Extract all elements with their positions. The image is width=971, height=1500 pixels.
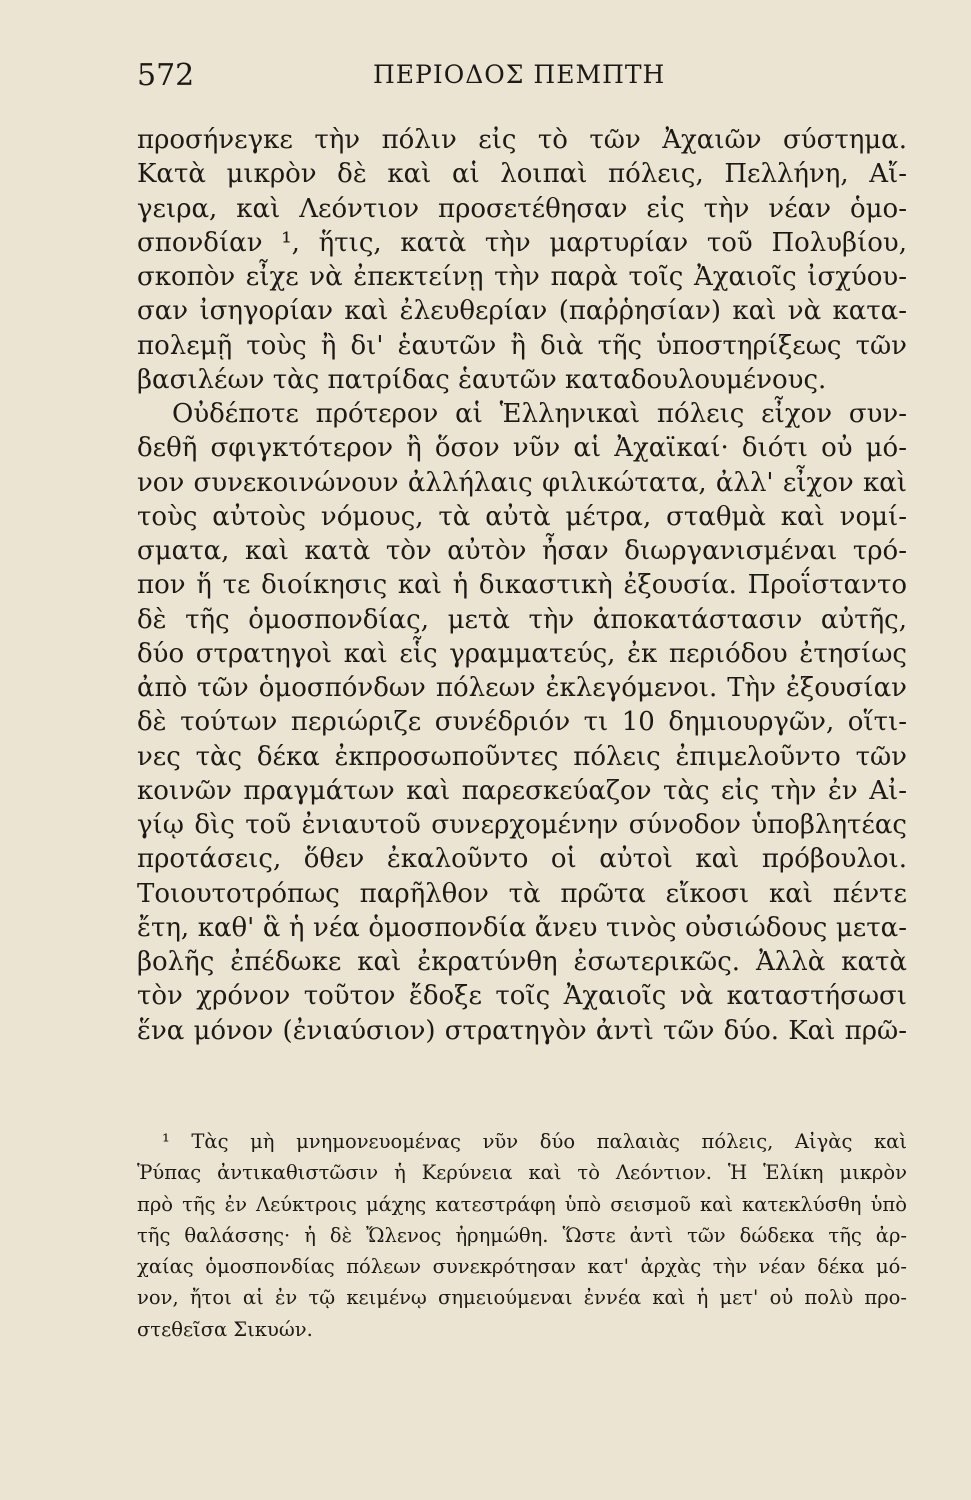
- text-line: σματα, καὶ κατὰ τὸν αὐτὸν ἦσαν διωργανισμέναι τρό-: [137, 536, 907, 566]
- text-line: προσήνεγκε τὴν πόλιν εἰς τὸ τῶν Ἀχαιῶν σύστημα.: [137, 125, 907, 155]
- footnote-line: ¹ Τὰς μὴ μνημονευομένας νῦν δύο παλαιὰς πόλεις, Αἰγὰς καὶ: [162, 1130, 907, 1153]
- text-line: δὲ τούτων περιώριζε συνέδριόν τι 10 δημιουργῶν, οἵτι-: [137, 707, 907, 738]
- text-line: σπονδίαν ¹, ἥτις, κατὰ τὴν μαρτυρίαν τοῦ Πολυβίου,: [137, 227, 907, 258]
- text-line: πον ἥ τε διοίκησις καὶ ἡ δικαστικὴ ἐξουσία. Προΐσταντο: [137, 570, 907, 601]
- text-line: νον συνεκοινώνουν ἀλλήλαις φιλικώτατα, ἀλλ' εἶχον καὶ: [137, 467, 907, 498]
- text-line: δεθῆ σφιγκτότερον ἢ ὅσον νῦν αἱ Ἀχαϊκαί· διότι οὐ μό-: [137, 433, 907, 464]
- text-line: κοινῶν πραγμάτων καὶ παρεσκεύαζον τὰς εἰς τὴν ἐν Αἰ-: [137, 775, 907, 806]
- text-line: βολῆς ἐπέδωκε καὶ ἐκρατύνθη ἐσωτερικῶς. Ἀλλὰ κατὰ: [137, 947, 907, 977]
- text-line: γειρα, καὶ Λεόντιον προσετέθησαν εἰς τὴν νέαν ὁμο-: [137, 193, 907, 224]
- text-line: Κατὰ μικρὸν δὲ καὶ αἱ λοιπαὶ πόλεις, Πελλήνη, Αἴ-: [137, 159, 907, 190]
- text-line: Τοιουτοτρόπως παρῆλθον τὰ πρῶτα εἴκοσι καὶ πέντε: [137, 878, 907, 909]
- page-header: [137, 58, 907, 98]
- text-line: ἔτη, καθ' ἃ ἡ νέα ὁμοσπονδία ἄνευ τινὸς οὐσιώδους μετα-: [137, 912, 907, 943]
- running-head: ΠΕΡΙΟΔΟΣ ΠΕΜΠΤΗ: [373, 60, 666, 89]
- text-line: προτάσεις, ὅθεν ἐκαλοῦντο οἱ αὐτοὶ καὶ πρόβουλοι.: [137, 844, 907, 875]
- footnote-line: νον, ἤτοι αἱ ἐν τῷ κειμένῳ σημειούμεναι ἐννέα καὶ ἡ μετ' οὐ πολὺ προ-: [137, 1286, 907, 1310]
- text-line: νες τὰς δέκα ἐκπροσωποῦντες πόλεις ἐπιμελοῦντο τῶν: [137, 741, 907, 772]
- text-line: τοὺς αὐτοὺς νόμους, τὰ αὐτὰ μέτρα, σταθμὰ καὶ νομί-: [137, 501, 907, 532]
- footnotes: [137, 1126, 907, 1345]
- text-line: δύο στρατηγοὶ καὶ εἷς γραμματεύς, ἐκ περιόδου ἐτησίως: [137, 638, 907, 669]
- text-line: δὲ τῆς ὁμοσπονδίας, μετὰ τὴν ἀποκατάστασιν αὐτῆς,: [137, 604, 907, 635]
- text-line: τὸν χρόνον τοῦτον ἔδοξε τοῖς Ἀχαιοῖς νὰ καταστήσωσι: [137, 981, 907, 1012]
- text-line: σαν ἰσηγορίαν καὶ ἐλευθερίαν (παῤῥησίαν) καὶ νὰ κατα-: [137, 296, 907, 327]
- text-line: ἕνα μόνον (ἐνιαύσιον) στρατηγὸν ἀντὶ τῶν δύο. Καὶ πρῶ-: [137, 1015, 907, 1046]
- footnote-line: πρὸ τῆς ἐν Λεύκτροις μάχης κατεστράφη ὑπὸ σεισμοῦ καὶ κατεκλύσθη ὑπὸ: [137, 1192, 907, 1216]
- footnote-line: Ῥύπας ἀντικαθιστῶσιν ἡ Κερύνεια καὶ τὸ Λεόντιον. Ἡ Ἑλίκη μικρὸν: [137, 1161, 907, 1185]
- text-line: ἀπὸ τῶν ὁμοσπόνδων πόλεων ἐκλεγόμενοι. Τὴν ἐξουσίαν: [137, 673, 907, 703]
- footnote-line: τῆς θαλάσσης· ἡ δὲ Ὤλενος ἠρημώθη. Ὥστε ἀντὶ τῶν δώδεκα τῆς ἀρ-: [137, 1223, 907, 1247]
- text-line: γίῳ δὶς τοῦ ἐνιαυτοῦ συνερχομένην σύνοδον ὑποβλητέας: [137, 810, 907, 840]
- footnote-line: χαίας ὁμοσπονδίας πόλεων συνεκρότησαν κατ' ἀρχὰς τὴν νέαν δέκα μό-: [137, 1255, 907, 1279]
- text-line: Οὐδέποτε πρότερον αἱ Ἑλληνικαὶ πόλεις εἶχον συν-: [172, 399, 907, 429]
- main-text: [137, 123, 907, 1048]
- page-number: 572: [137, 58, 195, 93]
- footnote-line: στεθεῖσα Σικυών.: [137, 1317, 313, 1341]
- text-line: σκοπὸν εἶχε νὰ ἐπεκτείνῃ τὴν παρὰ τοῖς Ἀχαιοῖς ἰσχύου-: [137, 262, 907, 292]
- text-line: πολεμῇ τοὺς ἢ δι' ἑαυτῶν ἢ διὰ τῆς ὑποστηρίξεως τῶν: [137, 330, 907, 361]
- text-line: βασιλέων τὰς πατρίδας ἑαυτῶν καταδουλουμένους.: [137, 364, 827, 395]
